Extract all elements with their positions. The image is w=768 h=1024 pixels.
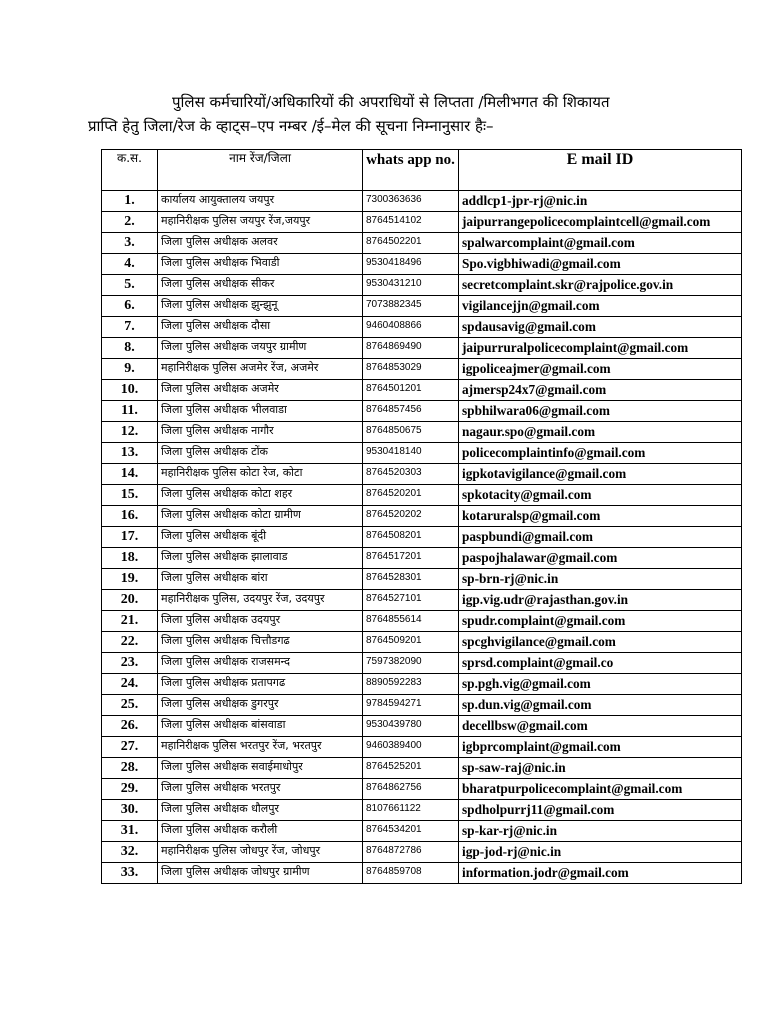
name-cell: जिला पुलिस अधीक्षक प्रतापगढ bbox=[158, 674, 363, 695]
serial-number-cell: 26. bbox=[102, 716, 158, 737]
name-cell: जिला पुलिस अधीक्षक बूंदी bbox=[158, 527, 363, 548]
table-row bbox=[102, 380, 742, 401]
email-cell: Spo.vigbhiwadi@gmail.com bbox=[459, 254, 742, 275]
serial-number-cell: 4. bbox=[102, 254, 158, 275]
whatsapp-number-cell: 8764850675 bbox=[363, 422, 459, 443]
name-cell: महानिरीक्षक पुलिस जयपुर रेंज,जयपुर bbox=[158, 212, 363, 233]
header-email: E mail ID bbox=[459, 150, 742, 191]
name-cell: जिला पुलिस अधीक्षक झालावाड bbox=[158, 548, 363, 569]
whatsapp-number-cell: 8764857456 bbox=[363, 401, 459, 422]
table-row bbox=[102, 590, 742, 611]
name-cell: जिला पुलिस अधीक्षक भरतपुर bbox=[158, 779, 363, 800]
table-row bbox=[102, 863, 742, 884]
serial-number-cell: 30. bbox=[102, 800, 158, 821]
whatsapp-number-cell: 9530431210 bbox=[363, 275, 459, 296]
table-row bbox=[102, 758, 742, 779]
email-cell: sp-kar-rj@nic.in bbox=[459, 821, 742, 842]
whatsapp-number-cell: 8764509201 bbox=[363, 632, 459, 653]
serial-number-cell: 8. bbox=[102, 338, 158, 359]
serial-number-cell: 19. bbox=[102, 569, 158, 590]
table-row bbox=[102, 674, 742, 695]
header-name: नाम रेंज/जिला bbox=[158, 150, 363, 191]
whatsapp-number-cell: 8764855614 bbox=[363, 611, 459, 632]
email-cell: jaipurruralpolicecomplaint@gmail.com bbox=[459, 338, 742, 359]
name-cell: जिला पुलिस अधीक्षक चित्तौडगढ bbox=[158, 632, 363, 653]
name-cell: जिला पुलिस अधीक्षक धौलपुर bbox=[158, 800, 363, 821]
email-cell: sprsd.complaint@gmail.co bbox=[459, 653, 742, 674]
table-row bbox=[102, 716, 742, 737]
email-cell: vigilancejjn@gmail.com bbox=[459, 296, 742, 317]
serial-number-cell: 9. bbox=[102, 359, 158, 380]
whatsapp-number-cell: 9530418140 bbox=[363, 443, 459, 464]
table-row bbox=[102, 800, 742, 821]
serial-number-cell: 33. bbox=[102, 863, 158, 884]
whatsapp-number-cell: 8764869490 bbox=[363, 338, 459, 359]
serial-number-cell: 5. bbox=[102, 275, 158, 296]
serial-number-cell: 24. bbox=[102, 674, 158, 695]
email-cell: nagaur.spo@gmail.com bbox=[459, 422, 742, 443]
serial-number-cell: 2. bbox=[102, 212, 158, 233]
whatsapp-number-cell: 8764527101 bbox=[363, 590, 459, 611]
whatsapp-number-cell: 8764514102 bbox=[363, 212, 459, 233]
intro-paragraph bbox=[88, 90, 743, 138]
email-cell: igp.vig.udr@rajasthan.gov.in bbox=[459, 590, 742, 611]
email-cell: spdholpurrj11@gmail.com bbox=[459, 800, 742, 821]
serial-number-cell: 14. bbox=[102, 464, 158, 485]
name-cell: जिला पुलिस अधीक्षक अजमेर bbox=[158, 380, 363, 401]
name-cell: जिला पुलिस अधीक्षक करौली bbox=[158, 821, 363, 842]
serial-number-cell: 13. bbox=[102, 443, 158, 464]
name-cell: जिला पुलिस अधीक्षक दौसा bbox=[158, 317, 363, 338]
whatsapp-number-cell: 9460389400 bbox=[363, 737, 459, 758]
table-row bbox=[102, 653, 742, 674]
email-cell: ajmersp24x7@gmail.com bbox=[459, 380, 742, 401]
serial-number-cell: 7. bbox=[102, 317, 158, 338]
intro-line-1: पुलिस कर्मचारियों/अधिकारियों की अपराधियों से लिप्तता /मिलीभगत की शिकायत bbox=[172, 93, 610, 111]
whatsapp-number-cell: 8764501201 bbox=[363, 380, 459, 401]
name-cell: जिला पुलिस अधीक्षक डुगरपुर bbox=[158, 695, 363, 716]
table-row bbox=[102, 296, 742, 317]
whatsapp-number-cell: 8764502201 bbox=[363, 233, 459, 254]
whatsapp-number-cell: 8107661122 bbox=[363, 800, 459, 821]
name-cell: जिला पुलिस अधीक्षक कोटा शहर bbox=[158, 485, 363, 506]
name-cell: जिला पुलिस अधीक्षक अलवर bbox=[158, 233, 363, 254]
serial-number-cell: 22. bbox=[102, 632, 158, 653]
table-row bbox=[102, 842, 742, 863]
name-cell: महानिरीक्षक पुलिस, उदयपुर रेंज, उदयपुर bbox=[158, 590, 363, 611]
table-row bbox=[102, 632, 742, 653]
name-cell: जिला पुलिस अधीक्षक भीलवाडा bbox=[158, 401, 363, 422]
whatsapp-number-cell: 9530439780 bbox=[363, 716, 459, 737]
name-cell: जिला पुलिस अधीक्षक झुन्झुनू bbox=[158, 296, 363, 317]
email-cell: spbhilwara06@gmail.com bbox=[459, 401, 742, 422]
whatsapp-number-cell: 8764853029 bbox=[363, 359, 459, 380]
email-cell: decellbsw@gmail.com bbox=[459, 716, 742, 737]
serial-number-cell: 25. bbox=[102, 695, 158, 716]
serial-number-cell: 27. bbox=[102, 737, 158, 758]
name-cell: जिला पुलिस अधीक्षक कोटा ग्रामीण bbox=[158, 506, 363, 527]
whatsapp-number-cell: 8764517201 bbox=[363, 548, 459, 569]
table-row bbox=[102, 485, 742, 506]
serial-number-cell: 17. bbox=[102, 527, 158, 548]
table-row bbox=[102, 275, 742, 296]
name-cell: जिला पुलिस अधीक्षक भिवाडी bbox=[158, 254, 363, 275]
table-header-row bbox=[102, 150, 742, 191]
serial-number-cell: 20. bbox=[102, 590, 158, 611]
table-row bbox=[102, 254, 742, 275]
serial-number-cell: 28. bbox=[102, 758, 158, 779]
table-row bbox=[102, 422, 742, 443]
email-cell: spkotacity@gmail.com bbox=[459, 485, 742, 506]
table-row bbox=[102, 338, 742, 359]
email-cell: secretcomplaint.skr@rajpolice.gov.in bbox=[459, 275, 742, 296]
whatsapp-number-cell: 9784594271 bbox=[363, 695, 459, 716]
whatsapp-number-cell: 9530418496 bbox=[363, 254, 459, 275]
serial-number-cell: 6. bbox=[102, 296, 158, 317]
table-row bbox=[102, 191, 742, 212]
name-cell: महानिरीक्षक पुलिस जोधपुर रेंज, जोधपुर bbox=[158, 842, 363, 863]
name-cell: जिला पुलिस अधीक्षक जोधपुर ग्रामीण bbox=[158, 863, 363, 884]
email-cell: sp.dun.vig@gmail.com bbox=[459, 695, 742, 716]
email-cell: igp-jod-rj@nic.in bbox=[459, 842, 742, 863]
whatsapp-number-cell: 8764859708 bbox=[363, 863, 459, 884]
contact-table bbox=[101, 149, 742, 884]
table-row bbox=[102, 569, 742, 590]
table-row bbox=[102, 611, 742, 632]
serial-number-cell: 23. bbox=[102, 653, 158, 674]
email-cell: sp-saw-raj@nic.in bbox=[459, 758, 742, 779]
whatsapp-number-cell: 8764528301 bbox=[363, 569, 459, 590]
name-cell: महानिरीक्षक पुलिस कोटा रेज, कोटा bbox=[158, 464, 363, 485]
table-row bbox=[102, 443, 742, 464]
email-cell: sp-brn-rj@nic.in bbox=[459, 569, 742, 590]
table-row bbox=[102, 779, 742, 800]
whatsapp-number-cell: 8890592283 bbox=[363, 674, 459, 695]
serial-number-cell: 16. bbox=[102, 506, 158, 527]
name-cell: जिला पुलिस अधीक्षक राजसमन्द bbox=[158, 653, 363, 674]
whatsapp-number-cell: 9460408866 bbox=[363, 317, 459, 338]
table-row bbox=[102, 506, 742, 527]
table-row bbox=[102, 233, 742, 254]
name-cell: जिला पुलिस अधीक्षक सवाईमाधोपुर bbox=[158, 758, 363, 779]
name-cell: जिला पुलिस अधीक्षक उदयपुर bbox=[158, 611, 363, 632]
email-cell: spcghvigilance@gmail.com bbox=[459, 632, 742, 653]
email-cell: addlcp1-jpr-rj@nic.in bbox=[459, 191, 742, 212]
table-row bbox=[102, 695, 742, 716]
email-cell: igpoliceajmer@gmail.com bbox=[459, 359, 742, 380]
table-row bbox=[102, 737, 742, 758]
name-cell: जिला पुलिस अधीक्षक जयपुर ग्रामीण bbox=[158, 338, 363, 359]
name-cell: जिला पुलिस अधीक्षक नागौर bbox=[158, 422, 363, 443]
serial-number-cell: 29. bbox=[102, 779, 158, 800]
serial-number-cell: 31. bbox=[102, 821, 158, 842]
email-cell: jaipurrangepolicecomplaintcell@gmail.com bbox=[459, 212, 742, 233]
email-cell: igbprcomplaint@gmail.com bbox=[459, 737, 742, 758]
name-cell: जिला पुलिस अधीक्षक बांसवाडा bbox=[158, 716, 363, 737]
name-cell: जिला पुलिस अधीक्षक बांरा bbox=[158, 569, 363, 590]
table-row bbox=[102, 548, 742, 569]
serial-number-cell: 21. bbox=[102, 611, 158, 632]
serial-number-cell: 3. bbox=[102, 233, 158, 254]
whatsapp-number-cell: 7300363636 bbox=[363, 191, 459, 212]
table-row bbox=[102, 527, 742, 548]
table-row bbox=[102, 464, 742, 485]
whatsapp-number-cell: 8764534201 bbox=[363, 821, 459, 842]
name-cell: जिला पुलिस अधीक्षक टोंक bbox=[158, 443, 363, 464]
whatsapp-number-cell: 7597382090 bbox=[363, 653, 459, 674]
table-row bbox=[102, 821, 742, 842]
whatsapp-number-cell: 8764525201 bbox=[363, 758, 459, 779]
serial-number-cell: 1. bbox=[102, 191, 158, 212]
email-cell: igpkotavigilance@gmail.com bbox=[459, 464, 742, 485]
name-cell: महानिरीक्षक पुलिस भरतपुर रेंज, भरतपुर bbox=[158, 737, 363, 758]
email-cell: spdausavig@gmail.com bbox=[459, 317, 742, 338]
header-whatsapp: whats app no. bbox=[363, 150, 459, 191]
name-cell: जिला पुलिस अधीक्षक सीकर bbox=[158, 275, 363, 296]
whatsapp-number-cell: 7073882345 bbox=[363, 296, 459, 317]
email-cell: policecomplaintinfo@gmail.com bbox=[459, 443, 742, 464]
serial-number-cell: 32. bbox=[102, 842, 158, 863]
whatsapp-number-cell: 8764520303 bbox=[363, 464, 459, 485]
serial-number-cell: 11. bbox=[102, 401, 158, 422]
name-cell: कार्यालय आयुक्तालय जयपुर bbox=[158, 191, 363, 212]
serial-number-cell: 18. bbox=[102, 548, 158, 569]
serial-number-cell: 12. bbox=[102, 422, 158, 443]
serial-number-cell: 10. bbox=[102, 380, 158, 401]
email-cell: paspbundi@gmail.com bbox=[459, 527, 742, 548]
email-cell: kotaruralsp@gmail.com bbox=[459, 506, 742, 527]
table-row bbox=[102, 212, 742, 233]
email-cell: spalwarcomplaint@gmail.com bbox=[459, 233, 742, 254]
whatsapp-number-cell: 8764520202 bbox=[363, 506, 459, 527]
email-cell: bharatpurpolicecomplaint@gmail.com bbox=[459, 779, 742, 800]
whatsapp-number-cell: 8764872786 bbox=[363, 842, 459, 863]
header-serial-number: क.स. bbox=[102, 150, 158, 191]
whatsapp-number-cell: 8764520201 bbox=[363, 485, 459, 506]
whatsapp-number-cell: 8764508201 bbox=[363, 527, 459, 548]
email-cell: information.jodr@gmail.com bbox=[459, 863, 742, 884]
email-cell: paspojhalawar@gmail.com bbox=[459, 548, 742, 569]
email-cell: sp.pgh.vig@gmail.com bbox=[459, 674, 742, 695]
serial-number-cell: 15. bbox=[102, 485, 158, 506]
table-row bbox=[102, 359, 742, 380]
whatsapp-number-cell: 8764862756 bbox=[363, 779, 459, 800]
table-row bbox=[102, 317, 742, 338]
name-cell: महानिरीक्षक पुलिस अजमेर रेंज, अजमेर bbox=[158, 359, 363, 380]
table-row bbox=[102, 401, 742, 422]
email-cell: spudr.complaint@gmail.com bbox=[459, 611, 742, 632]
intro-line-2: प्राप्ति हेतु जिला/रेज के व्हाट्स–एप नम्बर /ई–मेल की सूचना निम्नानुसार हैः– bbox=[88, 117, 494, 135]
